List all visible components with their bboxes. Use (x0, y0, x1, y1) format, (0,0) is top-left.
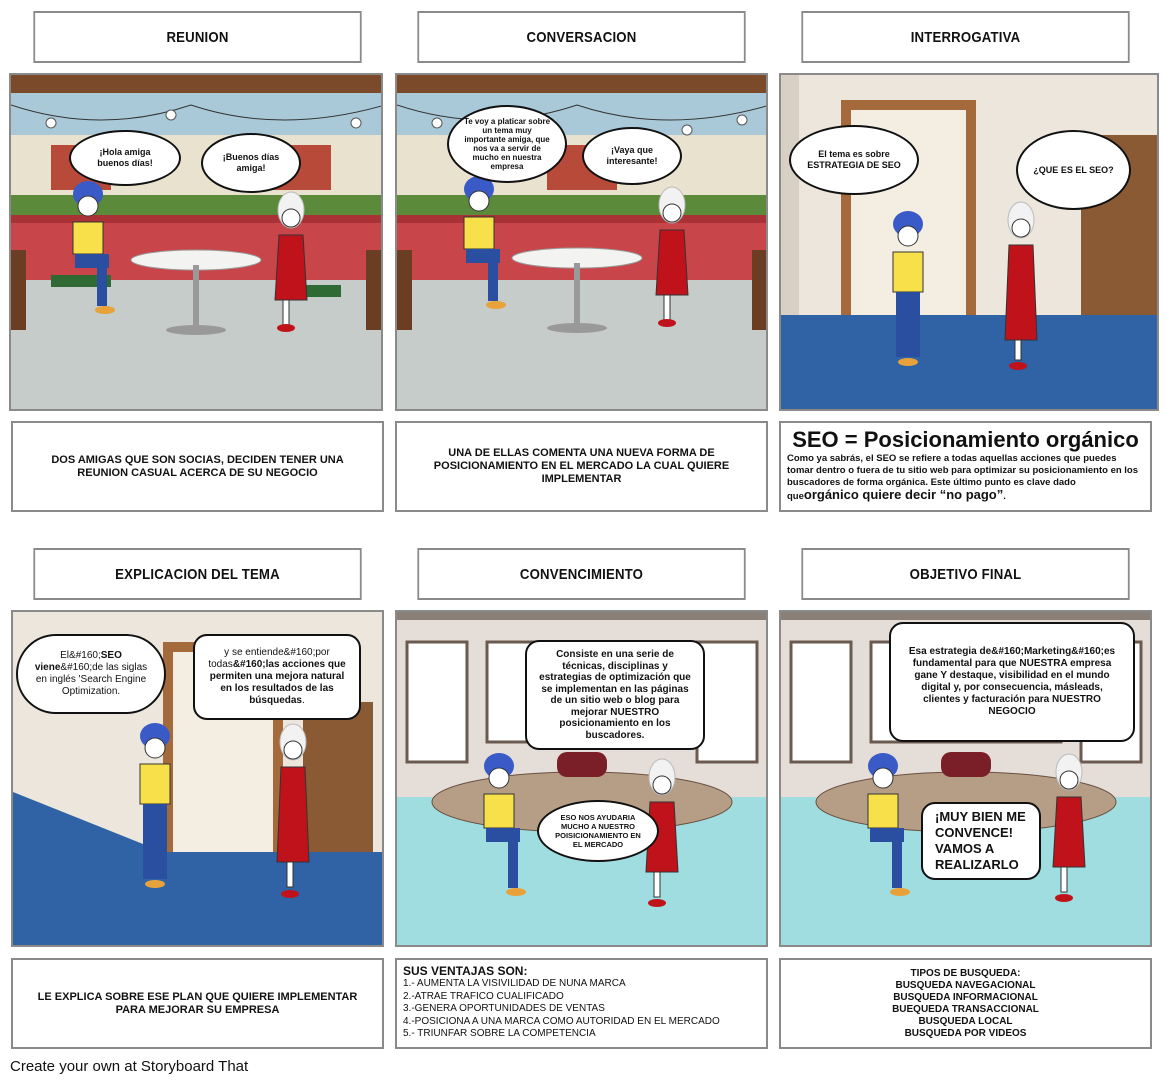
speech-bubble-interesting-text: ¡Vaya que interesante! (606, 145, 658, 166)
caption-5-item-3: 3.-GENERA OPORTUNIDADES DE VENTAS (403, 1003, 605, 1014)
character-red-dress (261, 190, 321, 350)
caption-6-line-6: BUSQUEDA POR VIDEOS (904, 1027, 1027, 1039)
caption-2 (395, 421, 768, 512)
panel-title-4 (33, 548, 361, 600)
panel-3-scene (779, 73, 1159, 411)
speech-bubble-seo-definition-text (30, 650, 152, 698)
understood-part-1: y se entiende&#160;por todas (208, 647, 330, 670)
caption-4 (11, 958, 384, 1049)
character-red-dress (642, 185, 702, 345)
caption-3-body (787, 453, 1144, 503)
panel-1-scene (9, 73, 383, 411)
caption-3-end: . (1003, 491, 1006, 502)
speech-bubble-strategy (889, 622, 1135, 742)
panel-2-scene (395, 73, 768, 411)
speech-bubble-what-is-seo-text: ¿QUE ES EL SEO? (1033, 164, 1114, 175)
footer-credit[interactable]: Create your own at Storyboard That (10, 1058, 249, 1075)
caption-5-item-4: 4.-POSICIONA A UNA MARCA COMO AUTORIDAD EN EL MERCADO (403, 1015, 720, 1027)
speech-bubble-consists-text: Consiste en una serie de técnicas, disciplinas y estrategias de optimización que se implementan en las páginas de un sitio web o blog para mejorar NUESTRO posicionamiento en los buscadores. (539, 649, 691, 741)
character-blue-turban (128, 722, 188, 892)
panel-title-5-text: CONVENCIMIENTO (519, 565, 644, 583)
caption-1-text: DOS AMIGAS QUE SON SOCIAS, DECIDEN TENER UNA REUNION CASUAL ACERCA DE SU NEGOCIO (51, 453, 344, 479)
character-blue-turban (452, 175, 512, 325)
caption-5-item-1: 1.- AUMENTA LA VISIVILIDAD DE NUNA MARCA (403, 978, 626, 989)
character-blue-turban (856, 752, 916, 912)
speech-bubble-helps-text: ESO NOS AYUDARIA MUCHO A NUESTRO POISICIONAMIENTO EN EL MERCADO (555, 813, 641, 849)
panel-title-6-text: OBJETIVO FINAL (909, 565, 1022, 583)
character-blue-turban (61, 180, 121, 330)
panel-title-2 (417, 11, 745, 63)
caption-5-item-5: 5.- TRIUNFAR SOBRE LA COMPETENCIA (403, 1028, 596, 1039)
panel-6-scene (779, 610, 1152, 947)
panel-title-3-text: INTERROGATIVA (910, 28, 1021, 46)
speech-bubble-reply-text: ¡Buenos días amiga! (222, 152, 280, 173)
panel-title-2-text: CONVERSACION (526, 28, 637, 46)
caption-5-item-2: 2.-ATRAE TRAFICO CUALIFICADO (403, 990, 564, 1002)
panel-4-scene (11, 610, 384, 947)
caption-3-heading: SEO = Posicionamiento orgánico (792, 427, 1139, 452)
panel-title-1-text: REUNION (166, 28, 229, 46)
caption-1 (11, 421, 384, 512)
character-blue-turban (881, 210, 941, 370)
speech-bubble-hello-text: ¡Hola amiga buenos días! (97, 147, 153, 168)
panel-title-1 (33, 11, 361, 63)
speech-bubble-seo-topic-text: El tema es sobre ESTRATEGIA DE SEO (807, 149, 901, 170)
character-blue-turban (472, 752, 532, 912)
caption-4-text: LE EXPLICA SOBRE ESE PLAN QUE QUIERE IMPLEMENTAR PARA MEJORAR SU EMPRESA (37, 990, 358, 1016)
panel-5-scene (395, 610, 768, 947)
speech-bubble-topic (447, 105, 567, 183)
caption-6-line-5: BUSQUEDA LOCAL (918, 1015, 1013, 1027)
speech-bubble-interesting (582, 127, 682, 185)
caption-6-line-1: TIPOS DE BUSQUEDA: (910, 967, 1021, 979)
speech-bubble-strategy-text: Esa estrategia de&#160;Marketing&#160;es fundamental para que NUESTRA empresa gane Y destaque, visibilidad en el mundo digital y, por consecuencia, másleads, clientes y facturación para NUESTRO NEGOCIO (908, 646, 1116, 717)
caption-3 (779, 421, 1152, 512)
character-red-dress (1039, 752, 1099, 912)
caption-3-emphasis: orgánico quiere decir “no pago” (803, 487, 1004, 502)
panel-title-4-text: EXPLICACION DEL TEMA (115, 565, 280, 583)
character-red-dress (991, 200, 1061, 380)
caption-3-body-text: Como ya sabrás, el SEO se refiere a todas aquellas acciones que puedes tomar dentro o fuera de tu sitio web para optimizar su posicionamiento en los buscadores de forma orgánica. Este último punto es clave dado que (787, 453, 1139, 502)
speech-bubble-seo-topic (789, 125, 919, 195)
panel-title-3 (801, 11, 1129, 63)
caption-6-line-3: BUSQUEDA INFORMACIONAL (893, 991, 1038, 1003)
caption-6-line-2: BUSQUEDA NAVEGACIONAL (895, 979, 1036, 991)
speech-bubble-seo-definition (16, 634, 166, 714)
speech-bubble-topic-text: Te voy a platicar sobre un tema muy importante amiga, que nos va a servir de mucho en nuestra empresa (463, 117, 551, 171)
speech-bubble-understood-text (207, 647, 347, 707)
caption-5 (395, 958, 768, 1049)
seo-def-part-2: SEO viene (34, 650, 122, 673)
panel-title-6 (801, 548, 1129, 600)
speech-bubble-reply (201, 133, 301, 193)
speech-bubble-what-is-seo (1016, 130, 1131, 210)
caption-2-text: UNA DE ELLAS COMENTA UNA NUEVA FORMA DE POSICIONAMIENTO EN EL MERCADO LA CUAL QUIERE IMPLEMENTAR (433, 447, 730, 485)
caption-5-heading: SUS VENTAJAS SON: (403, 964, 528, 978)
speech-bubble-consists (525, 640, 705, 750)
speech-bubble-understood (193, 634, 361, 720)
speech-bubble-hello (69, 130, 181, 186)
understood-part-2: &#160;las acciones que permiten una mejora natural en los resultados de las búsquedas (209, 659, 346, 706)
speech-bubble-helps (537, 800, 659, 862)
understood-part-3: . (302, 695, 305, 706)
speech-bubble-convinced-text: ¡MUY BIEN ME CONVENCE! VAMOS A REALIZARLO (935, 809, 1026, 872)
speech-bubble-convinced (921, 802, 1041, 880)
seo-def-part-3: &#160;de las siglas en inglés 'Search Engine Optimization. (35, 662, 148, 697)
caption-6-line-4: BUEQUEDA TRANSACCIONAL (892, 1003, 1039, 1015)
panel-title-5 (417, 548, 745, 600)
character-red-dress (263, 722, 333, 907)
caption-6 (779, 958, 1152, 1049)
seo-def-part-1: El&#160; (60, 650, 101, 661)
